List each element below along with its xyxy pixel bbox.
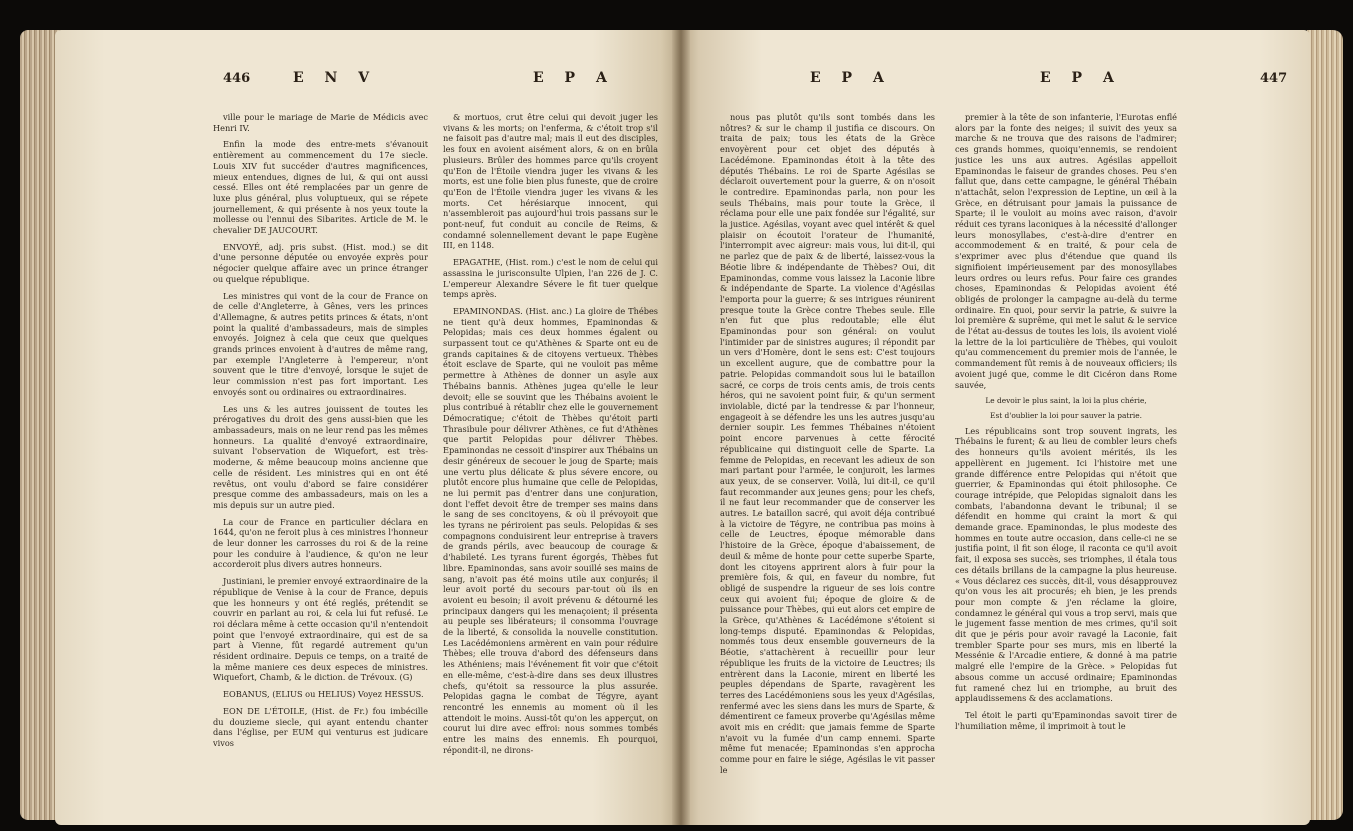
paragraph: EPAGATHE, (Hist. rom.) c'est le nom de celui qui assassina le jurisconsulte Ulpien, l'an 226 de J. C. L'empereur Alexandre Sévere le fit tuer quelque temps après. — [443, 257, 658, 300]
paragraph: premier à la tête de son infanterie, l'Eurotas enflé alors par la fonte des neiges; il suivit des yeux sa marche & ne trouva que des raisons de l'admirer; ces grands hommes, quoiqu'ennemis, se rendoient justice les uns aux autres. Agésilas appelloit Epaminondas le faiseur de grandes choses. Peu s'en fallut que, dans cette campagne, le général Thébain n'attachât, selon l'expression de Leptine, un œil à la Grèce, en détruisant pour jamais la puissance de Sparte; il le vouloit au moins avec raison, d'avoir réduit ces tyrans laconiques à la nécessité d'allonger leurs monosyllabes, c'est-à-dire d'entrer en accommodement & en traité, & pour cela de s'exprimer avec plus d'étendue que quand ils signifioient impérieusement par des monosyllabes leurs ordres ou leurs refus. Pour faire ces grandes choses, Epaminondas & Pelopidas avoient été obligés de prolonger la campagne au-delà du terme ordinaire. En quoi, pour servir la patrie, & suivre la loi première & suprême, qui met le salut & le service de l'état au-dessus de toutes les lois, ils avoient violé la lettre de la loi particulière de Thèbes, qui vouloit qu'au commencement du premier mois de l'année, le commandement fût remis à de nouveaux officiers; ils avoient jugé que, comme le dit Cicéron dans Rome sauvée, — [955, 112, 1177, 390]
left-column-2 — [443, 112, 658, 825]
page-number-left: 446 — [223, 71, 251, 86]
right-column-1 — [720, 112, 935, 825]
right-page-edges — [1307, 30, 1343, 820]
right-column-2 — [955, 112, 1177, 825]
paragraph: Enfin la mode des entre-mets s'évanouit entièrement au commencement du 17e siecle. Louis XIV fut succéder d'autres magnificences, mieux entendues, dignes de lui, & qui ont aussi cessé. Elles ont été remplacées par un genre de luxe plus général, plus voluptueux, qui se répete journellement, & qui présente à nos yeux toute la mollesse ou l'ennui des Sibarites. Article de M. le chevalier DE JAUCOURT. — [213, 139, 428, 236]
right-page — [680, 30, 1310, 825]
header-right-number — [1260, 70, 1287, 94]
paragraph: & mortuos, crut être celui qui devoit juger les vivans & les morts; on l'enferma, & c'étoit trop s'il ne faisoit pas d'autre mal; mais il eut des disciples, les foux en avoient aisément alors, & on en brûla plusieurs. Brûler des hommes parce qu'ils croyent qu'Eon de l'Étoile viendra juger les vivans & les morts, est une folie bien plus funeste, que de croire qu'Eon de l'Étoile viendra juger les vivans & les morts. Cet hérésiarque innocent, qui n'assembleroit pas aujourd'hui trois passans sur le pont-neuf, fut conduit au concile de Reims, & condamné solennellement devant le pape Eugène III, en 1148. — [443, 112, 658, 251]
paragraph: EPAMINONDAS. (Hist. anc.) La gloire de Thébes ne tient qu'à deux hommes, Epaminondas & Pelopidas; mais ces deux hommes égalent ou surpassent tout ce qu'Athènes & Sparte ont eu de grands capitaines & de citoyens vertueux. Thèbes étoit esclave de Sparte, qui ne vouloit pas même permettre à Athènes de donner un asyle aux Thébains bannis. Athènes jugea qu'elle le leur devoit; elle se souvint que les Thébains avoient le plus contribué à rétablir chez elle le gouvernement Démocratique; c'étoit de Thèbes qu'étoit parti Thrasibule pour délivrer Athènes, ce fut d'Athènes que partit Pelopidas pour délivrer Thèbes. Epaminondas ne cessoit d'inspirer aux Thébains un desir généreux de secouer le joug de Sparte; mais une vertu plus délicate & plus sévere encore, ou plutôt encore plus humaine que celle de Pelopidas, ne lui permit pas d'entrer dans une conjuration, dont l'effet devoit être de tremper ses mains dans le sang de ses concitoyens, & où il prévoyoit que les tyrans ne périroient pas seuls. Pelopidas & ses compagnons conduisirent leur entreprise à travers de grands périls, avec beaucoup de courage & d'habileté. Les tyrans furent égorgés, Thèbes fut libre. Epaminondas, sans avoir souillé ses mains de sang, n'avoit pas été moins utile aux conjurés; il leur avoit porté du secours par-tout où ils en avoient eu besoin; il avoit prévenu & détourné les principaux dangers qui les menaçoient; il présenta au peuple ses libérateurs; il consomma l'ouvrage de la liberté, & consolida la nouvelle constitution. Les Lacédémoniens armèrent en vain pour réduire Thèbes; elle trouva d'abord des défenseurs dans les Athéniens; mais l'événement fit voir que c'étoit en elle-même, c'est-à-dire dans ses deux illustres chefs, qu'étoit sa ressource la plus assurée. Pelopidas gagna le combat de Tégyre, ayant rencontré les ennemis au moment où il les attendoit le moins. Aussi-tôt qu'on les apperçut, on courut lui dire avec effroi: nous sommes tombés entre les mains des ennemis. Eh pourquoi, répondit-il, ne dirons- — [443, 305, 658, 755]
paragraph: Les uns & les autres jouissent de toutes les prérogatives du droit des gens aussi-bien que les ambassadeurs, mais on ne leur rend pas les mêmes honneurs. La qualité d'envoyé extraordinaire, suivant l'observation de Wiquefort, est très-moderne, & même beaucoup moins ancienne que celle de résident. Les ministres qui en ont été revêtus, ont voulu d'abord se faire considérer presque comme des ambassadeurs, mais on les a mis depuis sur un autre pied. — [213, 403, 428, 510]
paragraph: EOBANUS, (ELIUS ou HELIUS) Voyez HESSUS. — [223, 689, 424, 700]
paragraph: Les républicains sont trop souvent ingrats, les Thébains le furent; & au lieu de combler leurs chefs des honneurs qu'ils avoient mérités, ils les appellèrent en jugement. Ici l'histoire met une grande différence entre Pelopidas qui n'étoit que guerrier, & Epaminondas qui étoit philosophe. Ce courage intrépide, que Pelopidas signaloit dans les combats, l'abandonna devant le tribunal; il se défendit en homme qui craint la mort & qui demande grace. Epaminondas, le plus modeste des hommes en toute autre occasion, dans celle-ci ne se justifia point, il fit son éloge, il raconta ce qu'il avoit fait, il exposa ses succès, ses triomphes, il étala tous ces détails brillans de la campagne la plus heureuse. « Vous déclarez ces succès, dit-il, vous désapprouvez qu'on vous les ait procurés; eh bien, je les prends pour mon compte & j'en réclame la gloire, condamnez le général qui vous a trop servi, mais que le jugement fasse mention de mes crimes, qu'il soit dit que je péris pour avoir ravagé la Laconie, fait trembler Sparte pour ses murs, mis en liberté la Messénie & l'Arcadie entiere, & donné à ma patrie malgré elle l'empire de la Grèce. » Pelopidas fut absous comme un accusé ordinaire; Epaminondas fut ramené chez lui en triomphe, au bruit des applaudissemens & des acclamations. — [955, 425, 1177, 704]
left-page-edges — [20, 30, 60, 820]
right-header-title-1: E P A — [810, 70, 892, 86]
verse-line: Est d'oublier la loi pour sauver la patrie. — [990, 410, 1142, 420]
paragraph: Tel étoit le parti qu'Epaminondas savoit tirer de l'humiliation même, il imprimoit à tout le — [955, 709, 1177, 731]
paragraph: nous pas plutôt qu'ils sont tombés dans les nôtres? & sur le champ il justifia ce discours. On traita de paix; tous les états de la Grèce envoyèrent pour cet objet des députés à Lacédémone. Epaminondas étoit à la tête des députés Thébains. Le roi de Sparte Agésilas se déclaroit ouvertement pour la guerre, & on n'osoit le contredire. Epaminondas parla, non pour les seuls Thébains, mais pour toute la Grèce, il réclama pour elle une paix fondée sur l'égalité, sur la justice. Agésilas, voyant avec quel intérêt & quel plaisir on écoutoit l'orateur de l'humanité, l'interrompit avec aigreur: mais vous, lui dit-il, qui ne parlez que de paix & de liberté, laissez-vous la Béotie libre & indépendante de Thèbes? Oui, dit Epaminondas, comme vous laissez la Laconie libre & indépendante de Sparte. La violence d'Agésilas l'emporta pour la guerre; & ses intrigues réunirent presque toute la Grèce contre Thebes seule. Elle n'en fut que plus redoutable; elle élut Epaminondas pour son général: on voulut l'intimider par de sinistres augures; il répondit par un vers d'Homère, dont le sens est: C'est toujours un excellent augure, que de combattre pour la patrie. Pelopidas commandoit sous lui le bataillon sacré, ce corps de trois cents amis, de trois cents héros, qui ne savoient point fuir, & qu'un serment inviolable, dicté par la tendresse & par l'honneur, engageoit à se défendre les uns les autres jusqu'au dernier soupir. Les femmes Thébaines n'étoient point encore parvenues à cette férocité républicaine qui distinguoit celle de Sparte. La femme de Pelopidas, en recevant les adieux de son mari partant pour l'armée, le conjuroit, les larmes aux yeux, de se conserver. Voilà, lui dit-il, ce qu'il faut recommander aux jeunes gens; pour les chefs, il ne faut leur recommander que de conserver les autres. Le bataillon sacré, qui avoit déja contribué à la victoire de Tégyre, ne contribua pas moins à celle de Leuctres, époque mémorable dans l'histoire de la Grèce, époque d'abaissement, de deuil & même de honte pour cette superbe Sparte, dont les citoyens apprirent alors à fuir pour la première fois, & qui, en faveur du nombre, fut obligé de suspendre la rigueur de ses lois contre ceux qui avoient fui; époque de gloire & de puissance pour Thèbes, qui eut alors cet empire de la Grèce, qu'Athènes & Lacédémone s'étoient si long-temps disputé. Epaminondas & Pelopidas, nommés tous deux ensemble gouverneurs de la Béotie, s'attachèrent à recueillir pour leur république les fruits de la victoire de Leuctres; ils entrèrent dans la Laconie, mirent en liberté les peuples dépendans de Sparte, ravagèrent les terres des Lacédémoniens sous les yeux d'Agésilas, renfermé avec les siens dans les murs de Sparte, & démentirent ce fameux proverbe qu'Agésilas même avoit mis en crédit: que jamais femme de Sparte n'avoit vu la fumée d'un camp ennemi. Sparte même fut menacée; Epaminondas s'en approcha comme pour en faire le siége, Agésilas le vit passer le — [720, 112, 935, 775]
book-gutter — [672, 30, 690, 825]
paragraph: Justiniani, le premier envoyé extraordinaire de la république de Venise à la cour de France, depuis que les honneurs y ont été reglés, prétendit se couvrir en parlant au roi, & cela lui fut refusé. Le roi déclara même à cette occasion qu'il n'entendoit point que l'envoyé extraordinaire, qui est de sa part à Vienne, fût regardé autrement qu'un résident ordinaire. Depuis ce temps, on a traité de la même maniere ces deux especes de ministres. Wiquefort, Chamb, & le diction. de Trévoux. (G) — [213, 576, 428, 683]
paragraph: La cour de France en particulier déclara en 1644, qu'on ne feroit plus à ces ministres l'honneur de leur donner les carrosses du roi & de la reine pour les conduire à l'audience, & qu'on ne leur accorderoit plus divers autres honneurs. — [213, 516, 428, 570]
left-column-1 — [213, 112, 428, 825]
right-header-title-2: E P A — [1040, 70, 1122, 86]
page-number-right: 447 — [1260, 71, 1288, 86]
left-page — [55, 30, 680, 825]
verse-line: Le devoir le plus saint, la loi la plus chérie, — [985, 396, 1147, 406]
left-header-title-2: E P A — [533, 70, 615, 86]
paragraph: EON DE L'ÉTOILE, (Hist. de Fr.) fou imbécille du douzieme siecle, qui ayant entendu chanter dans l'église, per EUM qui venturus est judicare vivos — [213, 705, 428, 748]
paragraph: Les ministres qui vont de la cour de France on de celle d'Angleterre, à Gênes, vers les princes d'Allemagne, & autres petits princes & états, n'ont point la qualité d'ambassadeurs, mais de simples envoyés. Joignez à cela que ceux que quelques grands princes envoient à d'autres de même rang, par exemple l'Angleterre à l'empereur, n'ont souvent que le titre d'envoyé, lorsque le sujet de leur commission n'est pas fort important. Les envoyés sont ou ordinaires ou extraordinaires. — [213, 290, 428, 397]
header-left-word — [223, 70, 250, 94]
left-header-title-1: E N V — [293, 70, 378, 86]
paragraph: ville pour le mariage de Marie de Médicis avec Henri IV. — [213, 112, 428, 133]
paragraph: ENVOYÉ, adj. pris subst. (Hist. mod.) se dit d'une personne députée ou envoyée exprès pour négocier quelque affaire avec un prince étranger ou quelque république. — [213, 241, 428, 284]
